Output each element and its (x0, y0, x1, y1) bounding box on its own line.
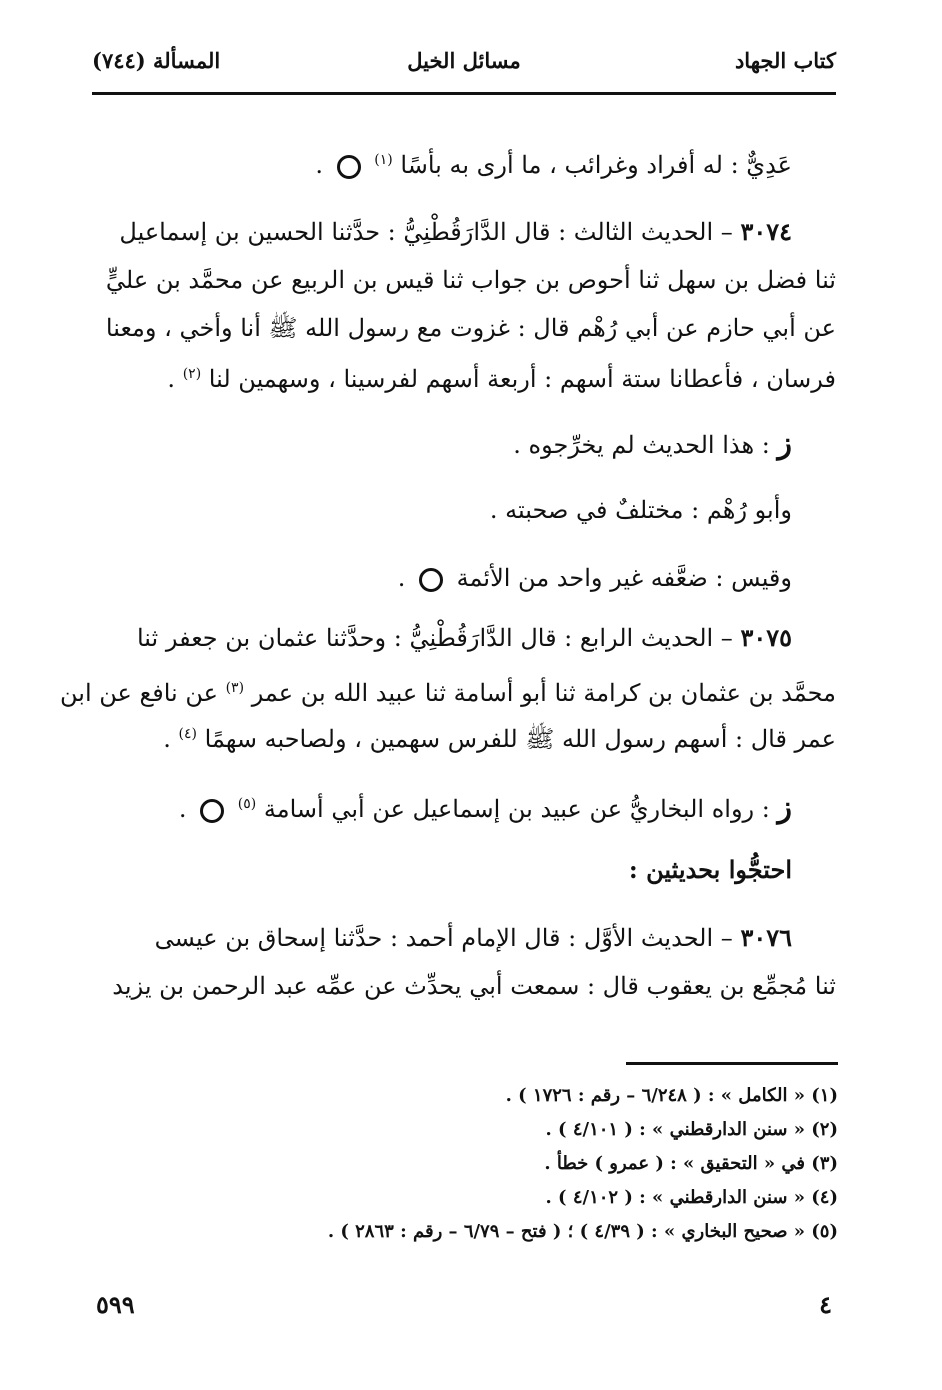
text-segment: : هذا الحديث لم يخرِّجوه . (513, 431, 770, 459)
text-segment: . (178, 795, 187, 823)
text-segment: عَدِيٌّ : له أفراد وغرائب ، ما أرى به بأسًا (400, 151, 792, 179)
footnote-item: (٤) « سنن الدارقطني » : ( ٤/١٠٢ ) . (545, 1187, 838, 1208)
header-issue-number: المسألة (٧٤٤) (92, 48, 221, 73)
footnote-item: (٢) « سنن الدارقطني » : ( ٤/١٠١ ) . (545, 1119, 838, 1140)
footnote-divider (626, 1062, 838, 1065)
text-segment: وأبو رُهْم : مختلفٌ في صحبته . (489, 496, 792, 524)
text-line (92, 714, 836, 754)
text-segment: وقيس : ضعَّفه غير واحد من الأئمة (456, 564, 792, 592)
footnote-ref: (٣) (225, 680, 245, 696)
text-segment: . (397, 564, 406, 592)
header-chapter-title: مسائل الخيل (407, 48, 521, 73)
footnote-ref: (٢) (182, 366, 202, 382)
footnote-ref: (٥) (237, 796, 257, 812)
hadith-3076-first-line (92, 918, 792, 958)
text-segment: عن أبي حازم عن أبي رُهْم قال : غزوت مع رسول الله ﷺ أنا وأخي ، ومعنا (105, 314, 836, 342)
text-segment: – الحديث الرابع : قال الدَّارَقُطْنِيُّ : وحدَّثنا عثمان بن جعفر ثنا (136, 624, 733, 652)
end-of-section-circle-icon (337, 155, 361, 179)
text-segment: ثنا فضل بن سهل ثنا أحوص بن جواب ثنا قيس بن الربيع عن محمَّد بن عليٍّ (105, 266, 836, 294)
text-line (92, 308, 836, 348)
end-of-section-circle-icon (200, 799, 224, 823)
text-segment: محمَّد بن عثمان بن كرامة ثنا أبو أسامة ثنا عبيد الله بن عمر (251, 679, 836, 707)
text-line (92, 260, 836, 300)
footnote-ref: (١) (374, 152, 393, 168)
footnote-item: (٥) « صحيح البخاري » : ( ٤/٣٩ ) ؛ ( فتح – ٦/٧٩ – رقم : ٢٨٦٣ ) . (327, 1221, 838, 1242)
hadith-number: ٣٠٧٤ (740, 217, 792, 246)
footnote-item: (١) « الكامل » : ( ٦/٢٤٨ – رقم : ١٧٢٦ ) . (505, 1085, 838, 1106)
text-line (60, 668, 836, 708)
subheading-text: احتجُّوا بحديثين : (628, 855, 792, 884)
text-segment: فرسان ، فأعطانا ستة أسهم : أربعة أسهم لفرسينا ، وسهمين لنا (208, 365, 836, 393)
text-segment: : رواه البخاريُّ عن عبيد بن إسماعيل عن أبي أسامة (263, 795, 770, 823)
footnote-item: (٣) في « التحقيق » : ( عمرو ) خطأ . (544, 1153, 838, 1174)
end-of-section-circle-icon (419, 568, 443, 592)
text-segment: – الحديث الثالث : قال الدَّارَقُطْنِيُّ : حدَّثنا الحسين بن إسماعيل (119, 218, 733, 246)
text-line (92, 558, 792, 598)
volume-number: ٤ (819, 1290, 832, 1319)
text-segment: عن نافع عن ابن (60, 679, 218, 707)
header-divider (92, 92, 836, 95)
hadith-number: ٣٠٧٥ (740, 623, 792, 652)
text-line (92, 140, 792, 180)
text-segment: ثنا مُجمِّع بن يعقوب قال : سمعت أبي يحدِّث عن عمِّه عبد الرحمن بن يزيد (112, 972, 836, 1000)
text-line (92, 966, 836, 1006)
text-line (92, 354, 836, 394)
commentary-mark: ز (777, 790, 792, 825)
text-segment: . (167, 365, 176, 393)
text-segment: عمر قال : أسهم رسول الله ﷺ للفرس سهمين ، ولصاحبه سهمًا (204, 725, 836, 753)
commentary-line (92, 424, 792, 464)
subheading (92, 850, 792, 890)
footnote-ref: (٤) (178, 726, 197, 742)
hadith-3075-first-line (92, 618, 792, 658)
text-segment: – الحديث الأوَّل : قال الإمام أحمد : حدَّثنا إسحاق بن عيسى (154, 924, 733, 952)
page-number: ٥٩٩ (96, 1290, 135, 1319)
text-line (92, 490, 792, 530)
hadith-number: ٣٠٧٦ (740, 923, 792, 952)
running-header (92, 44, 836, 80)
text-segment: . (315, 151, 324, 179)
text-segment: . (163, 725, 171, 753)
commentary-mark: ز (777, 426, 792, 461)
header-book-title: كتاب الجهاد (734, 48, 836, 73)
hadith-3074-first-line (92, 212, 792, 252)
commentary-line (92, 784, 792, 824)
